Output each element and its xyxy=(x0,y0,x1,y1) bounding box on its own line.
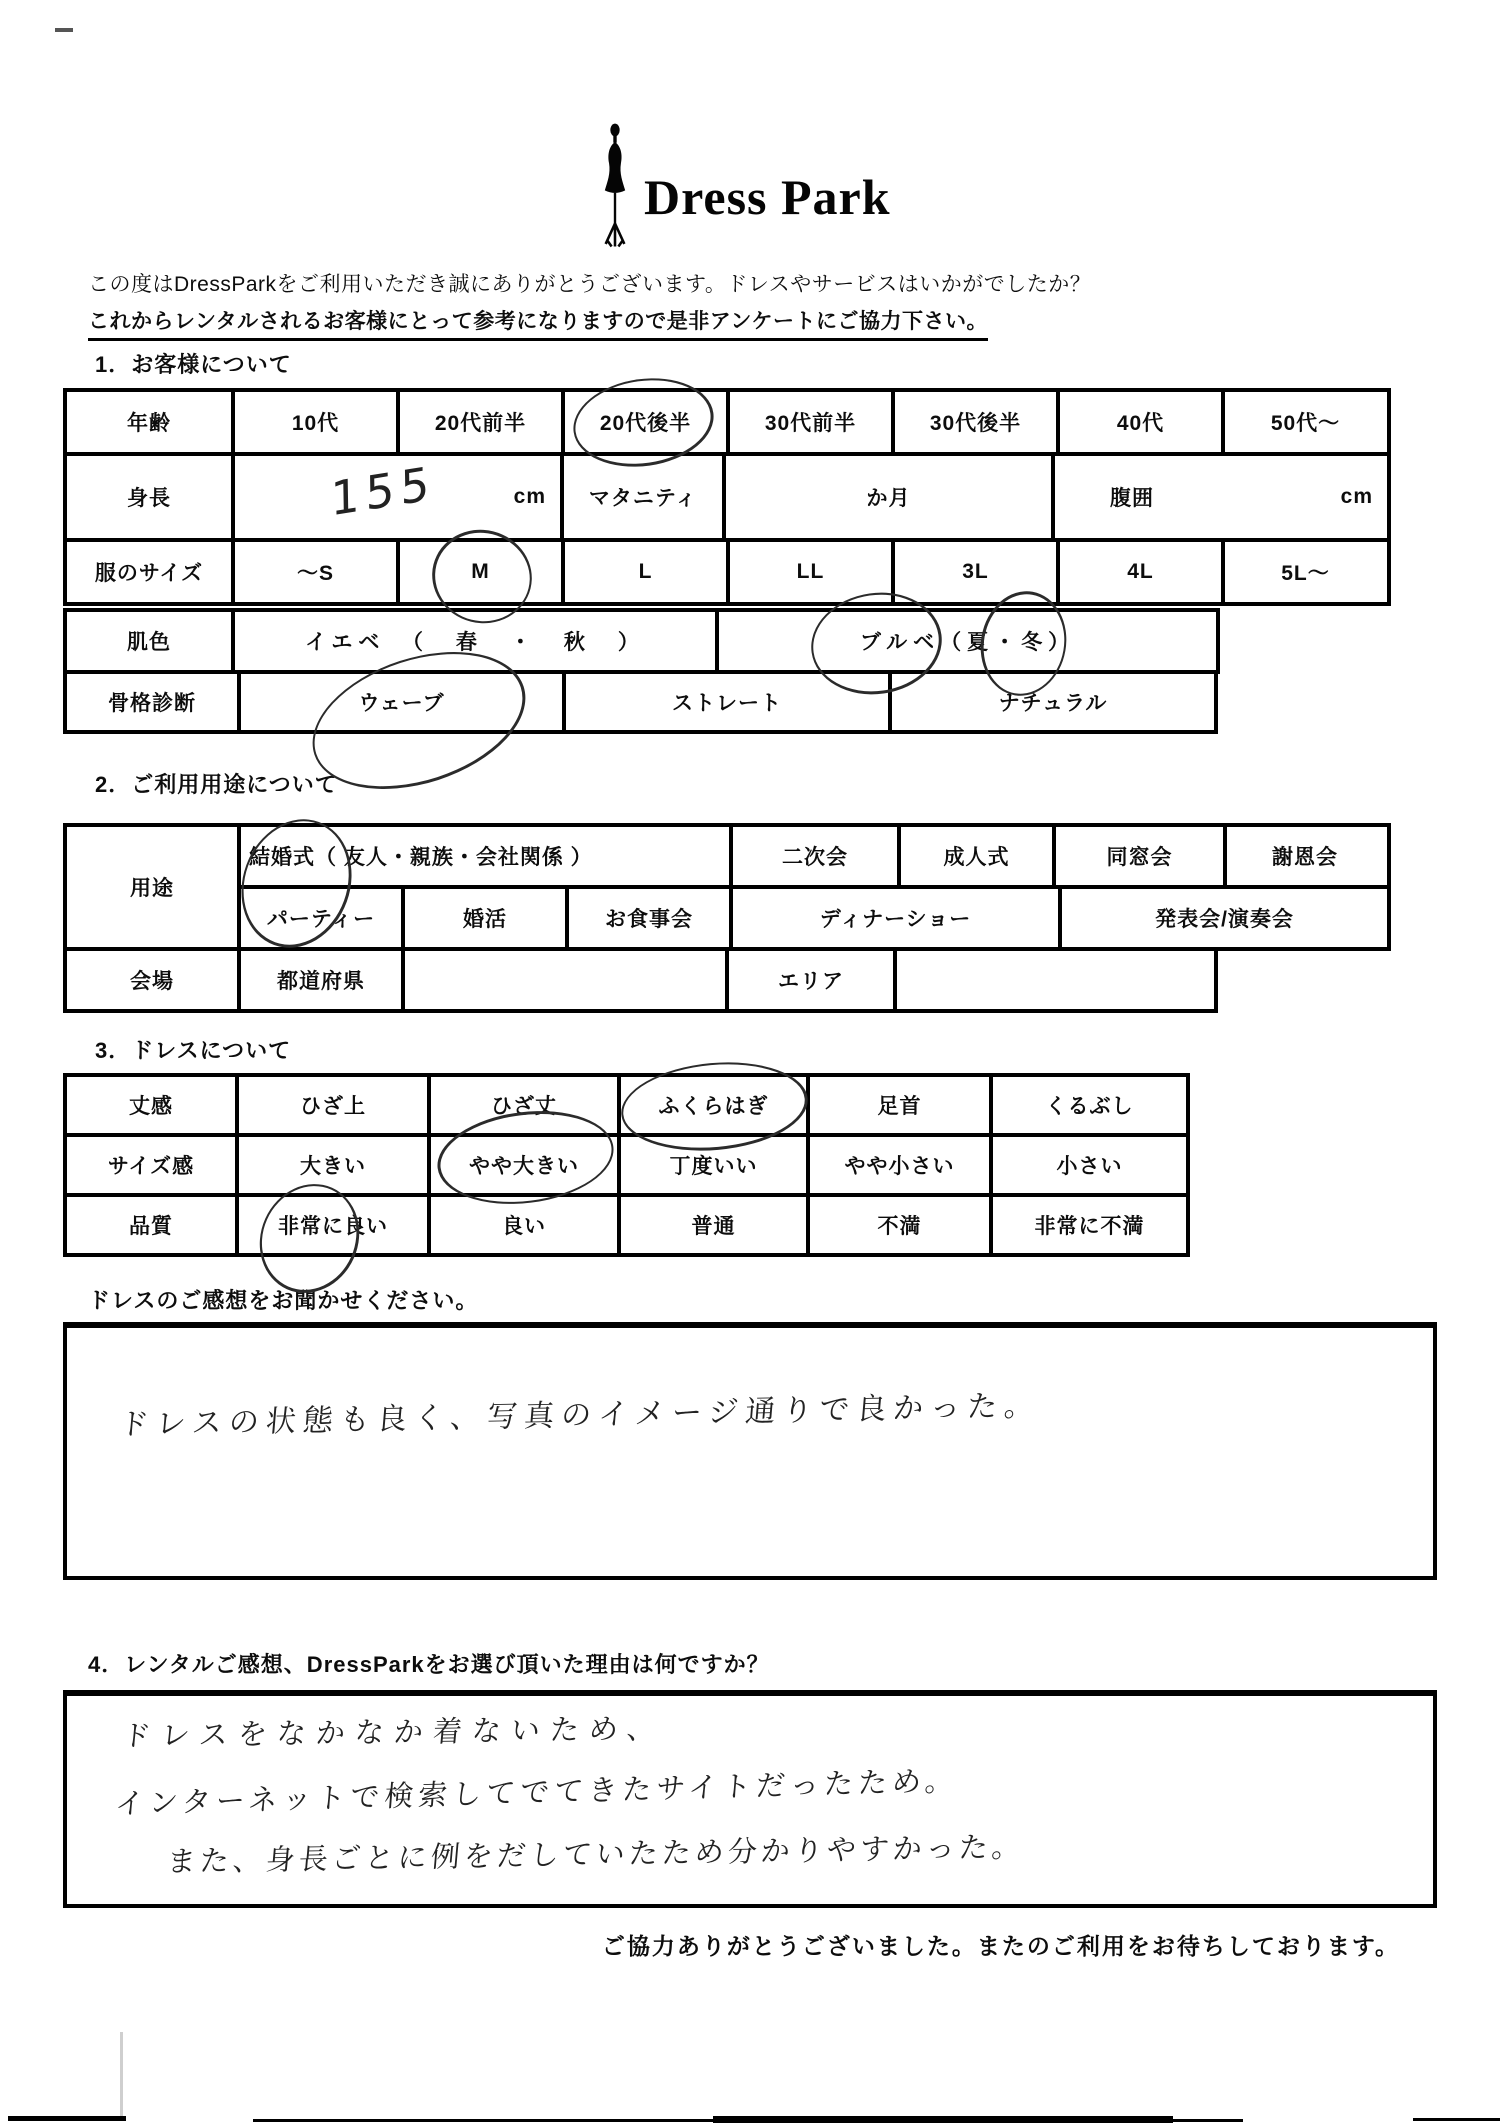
age-option-early30s: 30代前半 xyxy=(730,392,895,452)
fit-option-slightly-small: やや小さい xyxy=(810,1137,993,1193)
wedding-label: 結婚式 xyxy=(249,846,315,869)
handwritten-height-value: 155 xyxy=(330,455,436,527)
fit-option-small: 小さい xyxy=(1056,1155,1123,1178)
age-option-40s: 40代 xyxy=(1060,392,1225,452)
prefecture-label: 都道府県 xyxy=(241,951,405,1009)
quality-option-very-good: 非常に良い xyxy=(239,1197,431,1253)
age-option-late30s: 30代後半 xyxy=(895,392,1060,452)
quality-option-good: 良い xyxy=(431,1197,621,1253)
age-row xyxy=(63,388,1391,456)
usage-option-party: パーティー xyxy=(241,889,405,947)
section4-heading: 4．レンタルご感想、DressParkをお選び頂いた理由は何ですか？ xyxy=(88,1652,770,1677)
skeleton-option-natural: ナチュラル xyxy=(998,692,1108,715)
length-option-calf: ふくらはぎ xyxy=(621,1077,810,1133)
size-label: 服のサイズ xyxy=(67,542,235,602)
skin-option-bluebase: ブルベ （ 夏 ・ 冬 ） xyxy=(719,612,1216,670)
fit-label: サイズ感 xyxy=(67,1137,239,1193)
height-row xyxy=(63,452,1391,542)
scan-line-left xyxy=(8,2116,126,2121)
usage-option-dinner: お食事会 xyxy=(569,889,733,947)
maternity-label: マタニティ xyxy=(564,456,726,538)
intro-line2: これからレンタルされるお客様にとって参考になりますので是非アンケートにご協力下さい。 xyxy=(88,305,988,341)
dress-feedback-box xyxy=(63,1322,1437,1580)
size-option-5l: 5L～ xyxy=(1281,562,1330,585)
height-unit: cm xyxy=(513,485,546,508)
dress-quality-row xyxy=(63,1193,1190,1257)
size-option-3l: 3L xyxy=(895,542,1060,602)
dress-fit-row xyxy=(63,1133,1190,1197)
handwritten-reason-line3: また、身長ごとに例をだしていたため分かりやすかった。 xyxy=(165,1829,1027,1879)
quality-option-very-unsatisfied: 非常に不満 xyxy=(1034,1215,1145,1238)
venue-label: 会場 xyxy=(67,951,241,1009)
usage-row1 xyxy=(237,823,1391,889)
waist-unit: cm xyxy=(1340,485,1373,508)
skeleton-row xyxy=(63,670,1218,734)
dress-length-row xyxy=(63,1073,1190,1137)
scan-speck-top xyxy=(55,28,73,32)
fit-option-slightly-big: やや大きい xyxy=(431,1137,621,1193)
area-write-in xyxy=(897,951,1210,1009)
fit-option-big: 大きい xyxy=(239,1137,431,1193)
skin-summer-label: 夏 xyxy=(967,631,995,654)
age-label: 年齢 xyxy=(67,392,235,452)
usage-option-recital: 発表会/演奏会 xyxy=(1155,908,1294,931)
prefecture-write-in xyxy=(405,951,729,1009)
quality-label: 品質 xyxy=(67,1197,239,1253)
reason-feedback-box xyxy=(63,1690,1437,1908)
dress-feedback-heading: ドレスのご感想をお聞かせください。 xyxy=(88,1288,479,1313)
usage-option-reunion: 同窓会 xyxy=(1056,827,1227,885)
skin-bluebase-label: ブルベ xyxy=(859,631,941,654)
waist-cell xyxy=(1055,456,1387,538)
venue-row xyxy=(63,947,1218,1013)
size-option-m: M xyxy=(400,542,565,602)
skin-option-yellowbase: イエベ （ 春 ・ 秋 ） xyxy=(235,612,719,670)
size-option-ll: LL xyxy=(730,542,895,602)
area-label: エリア xyxy=(729,951,897,1009)
skeleton-option-wave: ウェーブ xyxy=(241,674,566,730)
length-label: 丈感 xyxy=(67,1077,239,1133)
fit-option-just-right: 丁度いい xyxy=(621,1137,810,1193)
brand-name: Dress Park xyxy=(644,169,891,225)
length-option-above-knee: ひざ上 xyxy=(239,1077,431,1133)
length-option-anklebone: くるぶし xyxy=(1045,1095,1134,1118)
brand-logo xyxy=(598,116,891,258)
handwritten-dress-feedback: ドレスの状態も良く、写真のイメージ通りで良かった。 xyxy=(117,1388,1043,1443)
section3-heading: 3．ドレスについて xyxy=(95,1038,292,1063)
scan-line-right xyxy=(1413,2118,1500,2121)
intro-line1: この度はDressParkをご利用いただき誠にありがとうございます。ドレスやサービスはいかがでしたか？ xyxy=(88,273,1092,296)
wedding-detail: （ 友人・親族・会社関係 ） xyxy=(315,846,593,869)
usage-option-coming-of-age: 成人式 xyxy=(901,827,1056,885)
age-option-late20s: 20代後半 xyxy=(565,392,730,452)
dress-form-icon xyxy=(598,116,632,258)
skin-label: 肌色 xyxy=(67,612,235,670)
size-option-4l: 4L xyxy=(1060,542,1225,602)
length-option-knee: ひざ丈 xyxy=(431,1077,621,1133)
scan-smudge-vertical xyxy=(120,2032,123,2117)
waist-label: 腹囲 xyxy=(1110,487,1154,510)
skin-row xyxy=(63,608,1220,674)
height-label: 身長 xyxy=(67,456,235,538)
age-option-50s: 50代～ xyxy=(1270,412,1341,435)
skeleton-label: 骨格診断 xyxy=(67,674,241,730)
height-value-cell xyxy=(235,456,564,538)
usage-option-afterparty: 二次会 xyxy=(733,827,901,885)
usage-option-matchmaking: 婚活 xyxy=(405,889,569,947)
length-option-ankle: 足首 xyxy=(810,1077,993,1133)
size-row xyxy=(63,538,1391,606)
size-option-l: L xyxy=(565,542,730,602)
quality-option-normal: 普通 xyxy=(621,1197,810,1253)
footer-thanks: ご協力ありがとうございました。またのご利用をお待ちしております。 xyxy=(601,1933,1400,1959)
handwritten-reason-line2: インターネットで検索してでてきたサイトだったため。 xyxy=(113,1763,961,1821)
skeleton-option-straight: ストレート xyxy=(566,674,892,730)
usage-label-cell: 用途 xyxy=(63,823,241,951)
age-option-10s: 10代 xyxy=(235,392,400,452)
quality-option-unsatisfied: 不満 xyxy=(810,1197,993,1253)
usage-option-wedding xyxy=(241,827,733,885)
usage-row2 xyxy=(237,885,1391,951)
handwritten-reason-line1: ドレスをなかなか着ないため、 xyxy=(120,1711,668,1753)
age-option-early20s: 20代前半 xyxy=(400,392,565,452)
maternity-months-cell: か月 xyxy=(726,456,1055,538)
skin-winter-label: 冬 xyxy=(1021,631,1049,654)
section2-heading: 2．ご利用用途について xyxy=(95,772,338,797)
scan-line-thick xyxy=(713,2116,1173,2123)
usage-option-thanks-party: 謝恩会 xyxy=(1272,846,1338,869)
size-option-s: ～S xyxy=(235,542,400,602)
usage-option-dinner-show: ディナーショー xyxy=(733,889,1062,947)
section1-heading: 1．お客様について xyxy=(95,352,292,377)
